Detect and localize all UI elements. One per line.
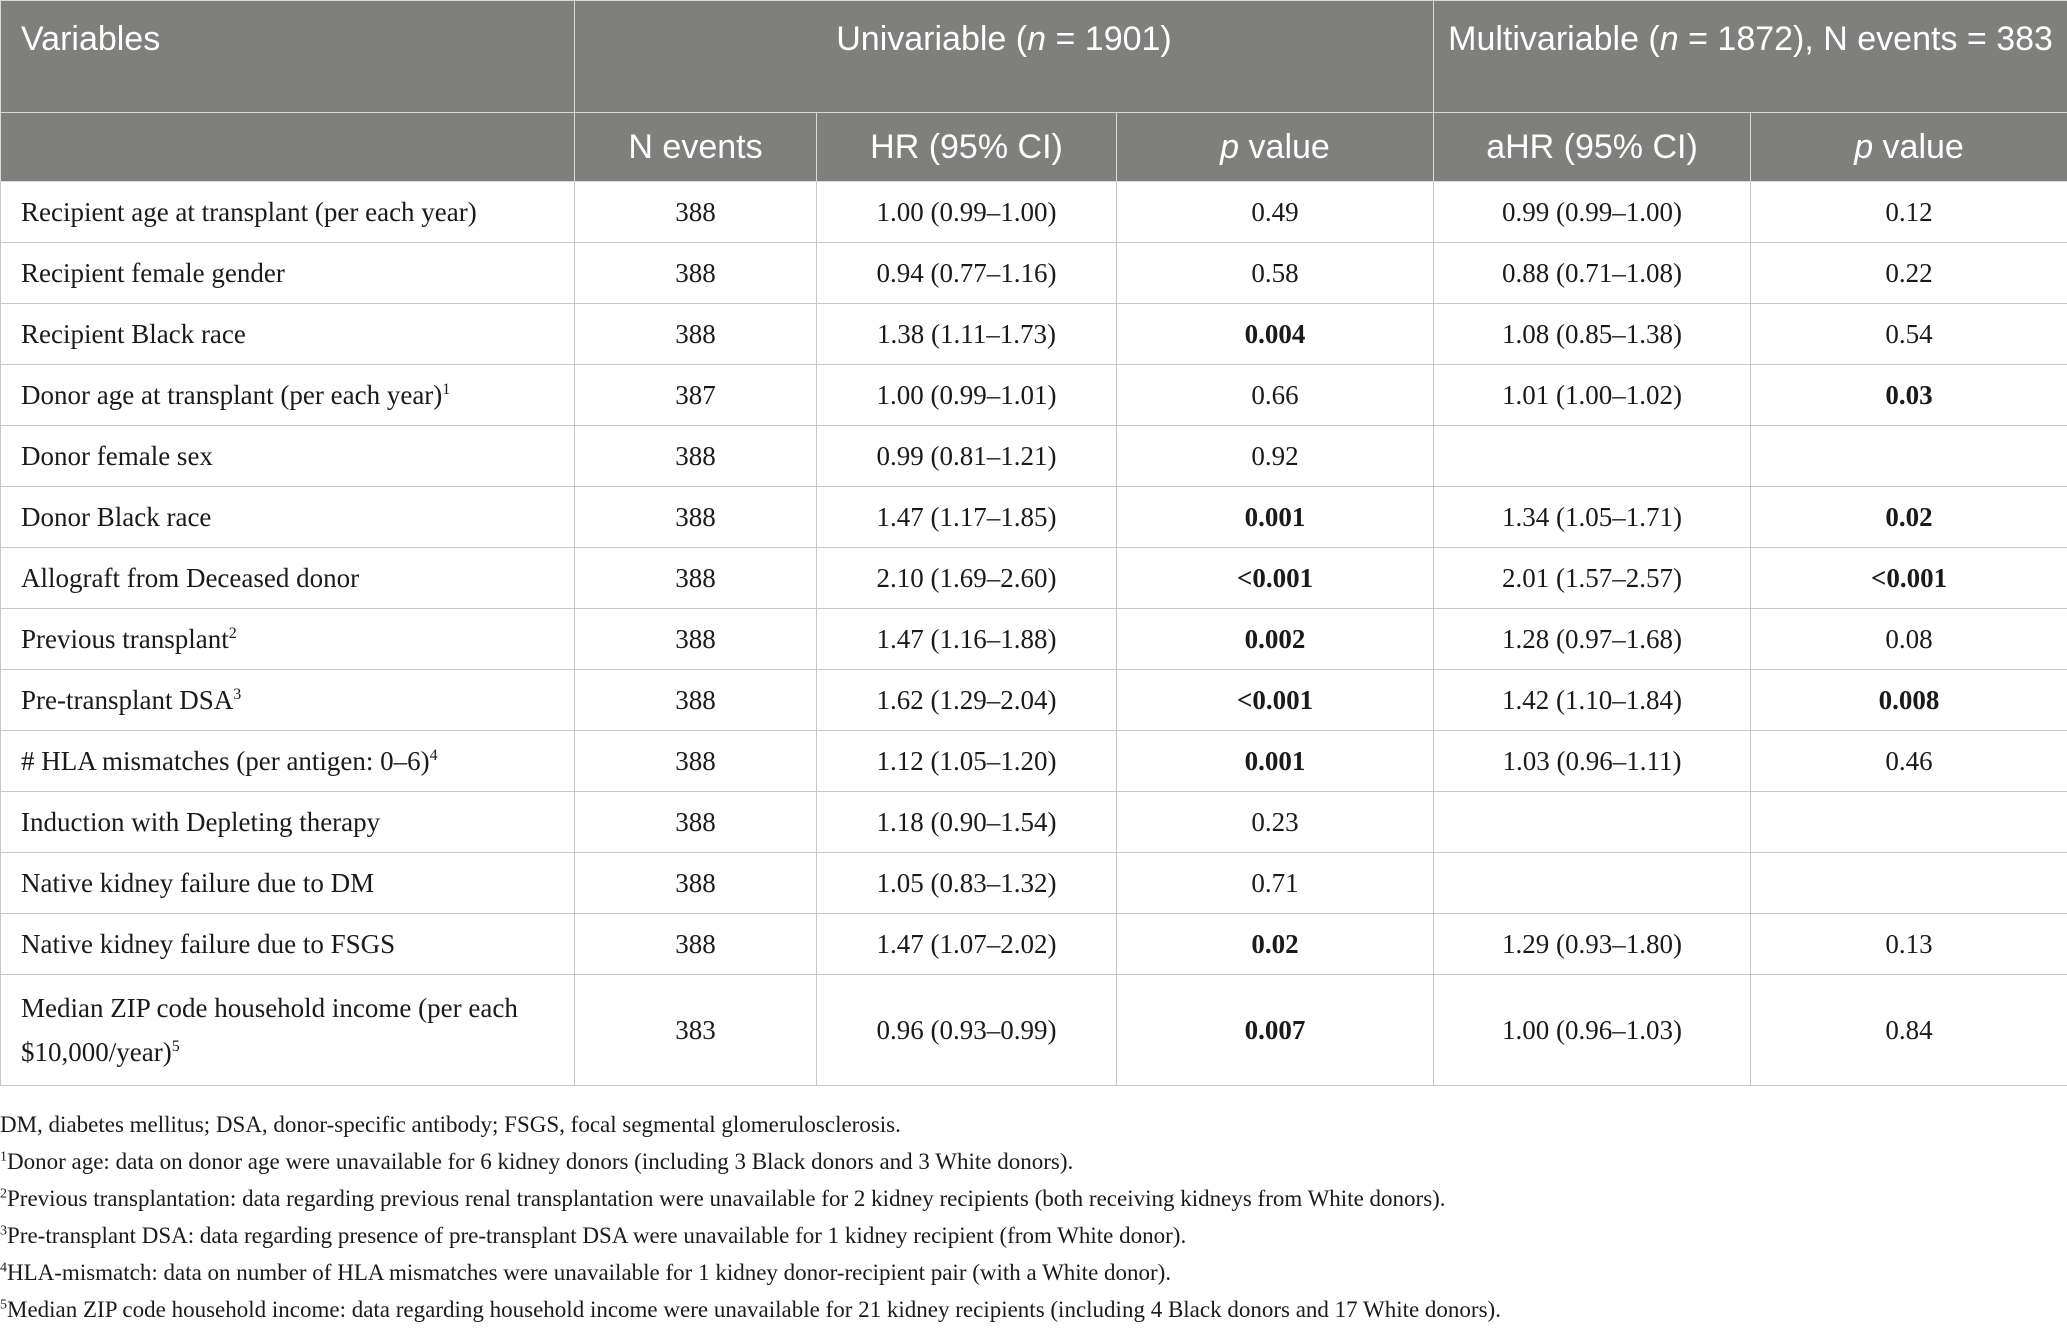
adjusted-p-value-cell-text: 0.13 [1885, 928, 1933, 959]
header-adjusted-p-value [1751, 113, 2067, 182]
p-value-cell [1117, 670, 1434, 731]
p-value-label: value [1873, 127, 1964, 166]
ahr-cell [1434, 914, 1751, 975]
variable-cell-text: Native kidney failure due to DM [21, 867, 375, 898]
hr-cell-text: 1.05 (0.83–1.32) [876, 867, 1057, 898]
hr-cell [817, 426, 1117, 487]
variable-cell-text: Donor age at transplant (per each year) [21, 379, 443, 410]
footnote-line [0, 1106, 2067, 1143]
footnote-line [0, 1217, 2067, 1254]
table-row [1, 914, 2067, 975]
hr-cell-text: 1.47 (1.07–2.02) [876, 928, 1057, 959]
variable-cell [1, 182, 575, 243]
ahr-cell [1434, 426, 1751, 487]
adjusted-p-value-cell-text: 0.12 [1885, 196, 1933, 227]
variable-cell-text: Recipient Black race [21, 318, 246, 349]
univariable-label-pre: Univariable ( [836, 20, 1028, 58]
hr-cell-text: 1.47 (1.16–1.88) [876, 623, 1057, 654]
adjusted-p-value-cell-text: 0.08 [1885, 623, 1933, 654]
adjusted-p-value-cell [1751, 182, 2067, 243]
n-events-cell [575, 975, 817, 1086]
variable-cell [1, 731, 575, 792]
table-row [1, 487, 2067, 548]
header-univariable [575, 1, 1434, 113]
footnote-text: Pre-transplant DSA: data regarding presence of pre-transplant DSA were unavailable for 1 kidney recipient (from White donor). [7, 1223, 1187, 1248]
ahr-cell [1434, 243, 1751, 304]
table-row [1, 670, 2067, 731]
variable-cell-text: Native kidney failure due to FSGS [21, 928, 396, 959]
ahr-cell [1434, 731, 1751, 792]
table-row [1, 853, 2067, 914]
hr-cell-text: 2.10 (1.69–2.60) [876, 562, 1057, 593]
variable-cell [1, 853, 575, 914]
adjusted-p-value-cell [1751, 792, 2067, 853]
adjusted-p-value-cell [1751, 670, 2067, 731]
n-events-cell [575, 853, 817, 914]
variable-cell-text: Recipient female gender [21, 257, 285, 288]
ahr-cell [1434, 182, 1751, 243]
n-events-cell [575, 914, 817, 975]
p-value-cell [1117, 426, 1434, 487]
variable-cell [1, 609, 575, 670]
p-value-label: value [1239, 127, 1330, 166]
n-events-cell-text: 388 [675, 196, 716, 227]
variable-cell-text: Previous transplant [21, 623, 229, 654]
hr-cell [817, 792, 1117, 853]
p-value-cell-text: 0.001 [1244, 745, 1306, 776]
adjusted-p-value-cell [1751, 731, 2067, 792]
ahr-cell-text: 1.03 (0.96–1.11) [1502, 745, 1682, 776]
hr-cell-text: 0.96 (0.93–0.99) [876, 1015, 1057, 1045]
ahr-cell-text: 1.34 (1.05–1.71) [1502, 501, 1682, 532]
hr-cell [817, 914, 1117, 975]
p-value-cell-text: 0.02 [1251, 928, 1299, 959]
header-p-value [1117, 113, 1434, 182]
table-row [1, 609, 2067, 670]
p-value-cell-text: 0.92 [1251, 440, 1299, 471]
footnote-text: HLA-mismatch: data on number of HLA mismatches were unavailable for 1 kidney donor-recipient pair (with a White donor). [7, 1260, 1172, 1285]
multivariable-label-post: = 1872), N events = 383 [1678, 20, 2053, 58]
adjusted-p-value-cell [1751, 243, 2067, 304]
p-value-cell [1117, 243, 1434, 304]
table-footnotes [0, 1106, 2067, 1328]
n-events-cell-text: 388 [675, 501, 716, 532]
ahr-cell [1434, 853, 1751, 914]
hr-cell-text: 0.99 (0.81–1.21) [876, 440, 1057, 471]
variable-cell-text: Pre-transplant DSA [21, 684, 234, 715]
p-value-cell [1117, 609, 1434, 670]
n-events-cell-text: 388 [675, 318, 716, 349]
hr-cell-text: 1.00 (0.99–1.01) [876, 379, 1057, 410]
table-body [1, 182, 2067, 1086]
ahr-cell-text: 0.88 (0.71–1.08) [1502, 257, 1682, 288]
adjusted-p-value-cell-text: <0.001 [1870, 562, 1948, 593]
table-row [1, 304, 2067, 365]
footnote-marker: 4 [429, 746, 438, 764]
variable-cell [1, 914, 575, 975]
header-multivariable [1434, 1, 2067, 113]
adjusted-p-value-cell [1751, 609, 2067, 670]
p-value-cell-text: 0.49 [1251, 196, 1299, 227]
p-value-cell-text: 0.004 [1244, 318, 1306, 349]
ahr-cell-text: 1.08 (0.85–1.38) [1502, 318, 1682, 349]
multivariable-label-pre: Multivariable ( [1448, 20, 1660, 58]
variable-cell-text: # HLA mismatches (per antigen: 0–6) [21, 745, 430, 776]
hr-cell [817, 182, 1117, 243]
hr-cell [817, 487, 1117, 548]
n-events-cell-text: 387 [675, 379, 716, 410]
hr-cell [817, 731, 1117, 792]
n-events-cell [575, 731, 817, 792]
adjusted-p-value-cell-text: 0.008 [1878, 684, 1940, 715]
ahr-cell [1434, 365, 1751, 426]
hr-cell [817, 304, 1117, 365]
variable-cell-text: Recipient age at transplant (per each year) [21, 196, 477, 227]
p-value-cell [1117, 487, 1434, 548]
p-value-cell [1117, 914, 1434, 975]
n-events-cell [575, 426, 817, 487]
p-italic: p [1854, 127, 1874, 166]
footnote-line [0, 1180, 2067, 1217]
footnote-line [0, 1254, 2067, 1291]
n-events-cell-text: 388 [675, 440, 716, 471]
footnote-line [0, 1291, 2067, 1328]
adjusted-p-value-cell [1751, 304, 2067, 365]
n-events-cell [575, 243, 817, 304]
table-row [1, 731, 2067, 792]
footnote-marker: 5 [171, 1038, 180, 1055]
adjusted-p-value-cell [1751, 914, 2067, 975]
p-value-cell [1117, 731, 1434, 792]
n-events-cell-text: 388 [675, 806, 716, 837]
p-value-cell-text: 0.23 [1251, 806, 1299, 837]
univariable-label-post: = 1901) [1046, 20, 1172, 58]
hr-cell-text: 1.12 (1.05–1.20) [876, 745, 1057, 776]
header-hr: HR (95% CI) [817, 113, 1117, 182]
footnote-text: Donor age: data on donor age were unavailable for 6 kidney donors (including 3 Black donors and 3 White donors). [7, 1149, 1074, 1174]
adjusted-p-value-cell [1751, 548, 2067, 609]
table-row [1, 243, 2067, 304]
hr-cell-text: 1.38 (1.11–1.73) [877, 318, 1056, 349]
n-events-cell [575, 182, 817, 243]
hr-cell [817, 548, 1117, 609]
p-value-cell-text: 0.001 [1244, 501, 1306, 532]
hr-cell [817, 365, 1117, 426]
n-events-cell-text: 388 [675, 562, 716, 593]
table-row [1, 182, 2067, 243]
header-row-columns [1, 113, 2067, 182]
hr-cell-text: 1.18 (0.90–1.54) [876, 806, 1057, 837]
footnote-number: 4 [0, 1260, 7, 1276]
hr-cell-text: 1.62 (1.29–2.04) [876, 684, 1057, 715]
footnote-line [0, 1143, 2067, 1180]
footnote-marker: 3 [233, 685, 242, 703]
n-events-cell [575, 792, 817, 853]
hr-cell-text: 1.00 (0.99–1.00) [876, 196, 1057, 227]
variable-cell [1, 548, 575, 609]
variable-cell-text: Donor female sex [21, 440, 213, 471]
footnote-number: 2 [0, 1186, 7, 1202]
ahr-cell-text: 1.29 (0.93–1.80) [1502, 928, 1682, 959]
table-row [1, 365, 2067, 426]
ahr-cell-text: 0.99 (0.99–1.00) [1502, 196, 1682, 227]
header-ahr: aHR (95% CI) [1434, 113, 1751, 182]
p-value-cell [1117, 792, 1434, 853]
adjusted-p-value-cell-text: 0.54 [1885, 318, 1933, 349]
table-header [1, 1, 2067, 182]
footnote-marker: 1 [442, 380, 451, 398]
adjusted-p-value-cell [1751, 975, 2067, 1086]
n-events-cell-text: 388 [675, 745, 716, 776]
ahr-cell-text: 1.42 (1.10–1.84) [1502, 684, 1682, 715]
n-events-cell-text: 388 [675, 684, 716, 715]
n-events-cell [575, 365, 817, 426]
variable-cell-text: Donor Black race [21, 501, 212, 532]
adjusted-p-value-cell-text: 0.02 [1885, 501, 1933, 532]
footnote-text: Previous transplantation: data regarding previous renal transplantation were unavailable for 2 kidney recipients (both receiving kidneys from White donors). [7, 1186, 1446, 1211]
p-value-cell-text: <0.001 [1236, 684, 1314, 715]
table-row [1, 426, 2067, 487]
variable-cell [1, 304, 575, 365]
variable-cell [1, 487, 575, 548]
p-value-cell-text: 0.71 [1251, 867, 1299, 898]
univariable-n: n [1027, 20, 1047, 58]
adjusted-p-value-cell-text: 0.84 [1885, 1015, 1933, 1045]
hr-cell [817, 853, 1117, 914]
p-italic: p [1220, 127, 1240, 166]
variable-cell [1, 243, 575, 304]
variable-cell [1, 975, 575, 1086]
ahr-cell-text: 1.28 (0.97–1.68) [1502, 623, 1682, 654]
footnote-text: DM, diabetes mellitus; DSA, donor-specific antibody; FSGS, focal segmental glomerulosclerosis. [0, 1112, 901, 1137]
n-events-cell-text: 388 [675, 623, 716, 654]
multivariable-n: n [1659, 20, 1679, 58]
n-events-cell-text: 383 [675, 1015, 716, 1045]
ahr-cell [1434, 487, 1751, 548]
ahr-cell [1434, 609, 1751, 670]
footnote-text: Median ZIP code household income: data regarding household income were unavailable for 21 kidney recipients (including 4 Black donors and 17 White donors). [7, 1297, 1501, 1322]
ahr-cell [1434, 670, 1751, 731]
adjusted-p-value-cell [1751, 365, 2067, 426]
hr-cell-text: 1.47 (1.17–1.85) [876, 501, 1057, 532]
variable-cell [1, 670, 575, 731]
n-events-cell [575, 548, 817, 609]
ahr-cell [1434, 304, 1751, 365]
n-events-cell-text: 388 [675, 928, 716, 959]
n-events-cell [575, 609, 817, 670]
p-value-cell [1117, 365, 1434, 426]
adjusted-p-value-cell [1751, 487, 2067, 548]
p-value-cell-text: 0.58 [1251, 257, 1299, 288]
variable-cell-text: Induction with Depleting therapy [21, 806, 381, 837]
p-value-cell [1117, 853, 1434, 914]
n-events-cell-text: 388 [675, 867, 716, 898]
ahr-cell [1434, 975, 1751, 1086]
ahr-cell-text: 1.01 (1.00–1.02) [1502, 379, 1682, 410]
p-value-cell-text: 0.66 [1251, 379, 1299, 410]
p-value-cell-text: 0.007 [1244, 1015, 1306, 1045]
hr-cell [817, 243, 1117, 304]
n-events-cell-text: 388 [675, 257, 716, 288]
p-value-cell [1117, 304, 1434, 365]
footnote-number: 1 [0, 1149, 7, 1165]
n-events-cell [575, 304, 817, 365]
n-events-cell [575, 670, 817, 731]
p-value-cell [1117, 975, 1434, 1086]
variable-cell [1, 426, 575, 487]
header-blank [1, 113, 575, 182]
header-variables: Variables [1, 1, 575, 113]
table-row [1, 975, 2067, 1086]
ahr-cell [1434, 548, 1751, 609]
adjusted-p-value-cell-text: 0.46 [1885, 745, 1933, 776]
hr-cell-text: 0.94 (0.77–1.16) [876, 257, 1057, 288]
ahr-cell-text: 1.00 (0.96–1.03) [1502, 1015, 1682, 1045]
p-value-cell [1117, 182, 1434, 243]
footnote-number: 3 [0, 1223, 7, 1239]
adjusted-p-value-cell-text: 0.22 [1885, 257, 1933, 288]
table-row [1, 548, 2067, 609]
adjusted-p-value-cell-text: 0.03 [1885, 379, 1933, 410]
ahr-cell [1434, 792, 1751, 853]
footnote-marker: 2 [228, 624, 237, 642]
variable-cell-text: Allograft from Deceased donor [21, 562, 360, 593]
hr-cell [817, 975, 1117, 1086]
adjusted-p-value-cell [1751, 853, 2067, 914]
p-value-cell-text: <0.001 [1236, 562, 1314, 593]
header-n-events: N events [575, 113, 817, 182]
adjusted-p-value-cell [1751, 426, 2067, 487]
p-value-cell [1117, 548, 1434, 609]
n-events-cell [575, 487, 817, 548]
footnote-number: 5 [0, 1297, 7, 1313]
variable-cell [1, 792, 575, 853]
header-row-groups [1, 1, 2067, 113]
table-row [1, 792, 2067, 853]
p-value-cell-text: 0.002 [1244, 623, 1306, 654]
hr-cell [817, 670, 1117, 731]
hr-cell [817, 609, 1117, 670]
variable-cell-text: Median ZIP code household income (per each $10,000/year) [21, 993, 518, 1067]
variable-cell [1, 365, 575, 426]
ahr-cell-text: 2.01 (1.57–2.57) [1502, 562, 1682, 593]
